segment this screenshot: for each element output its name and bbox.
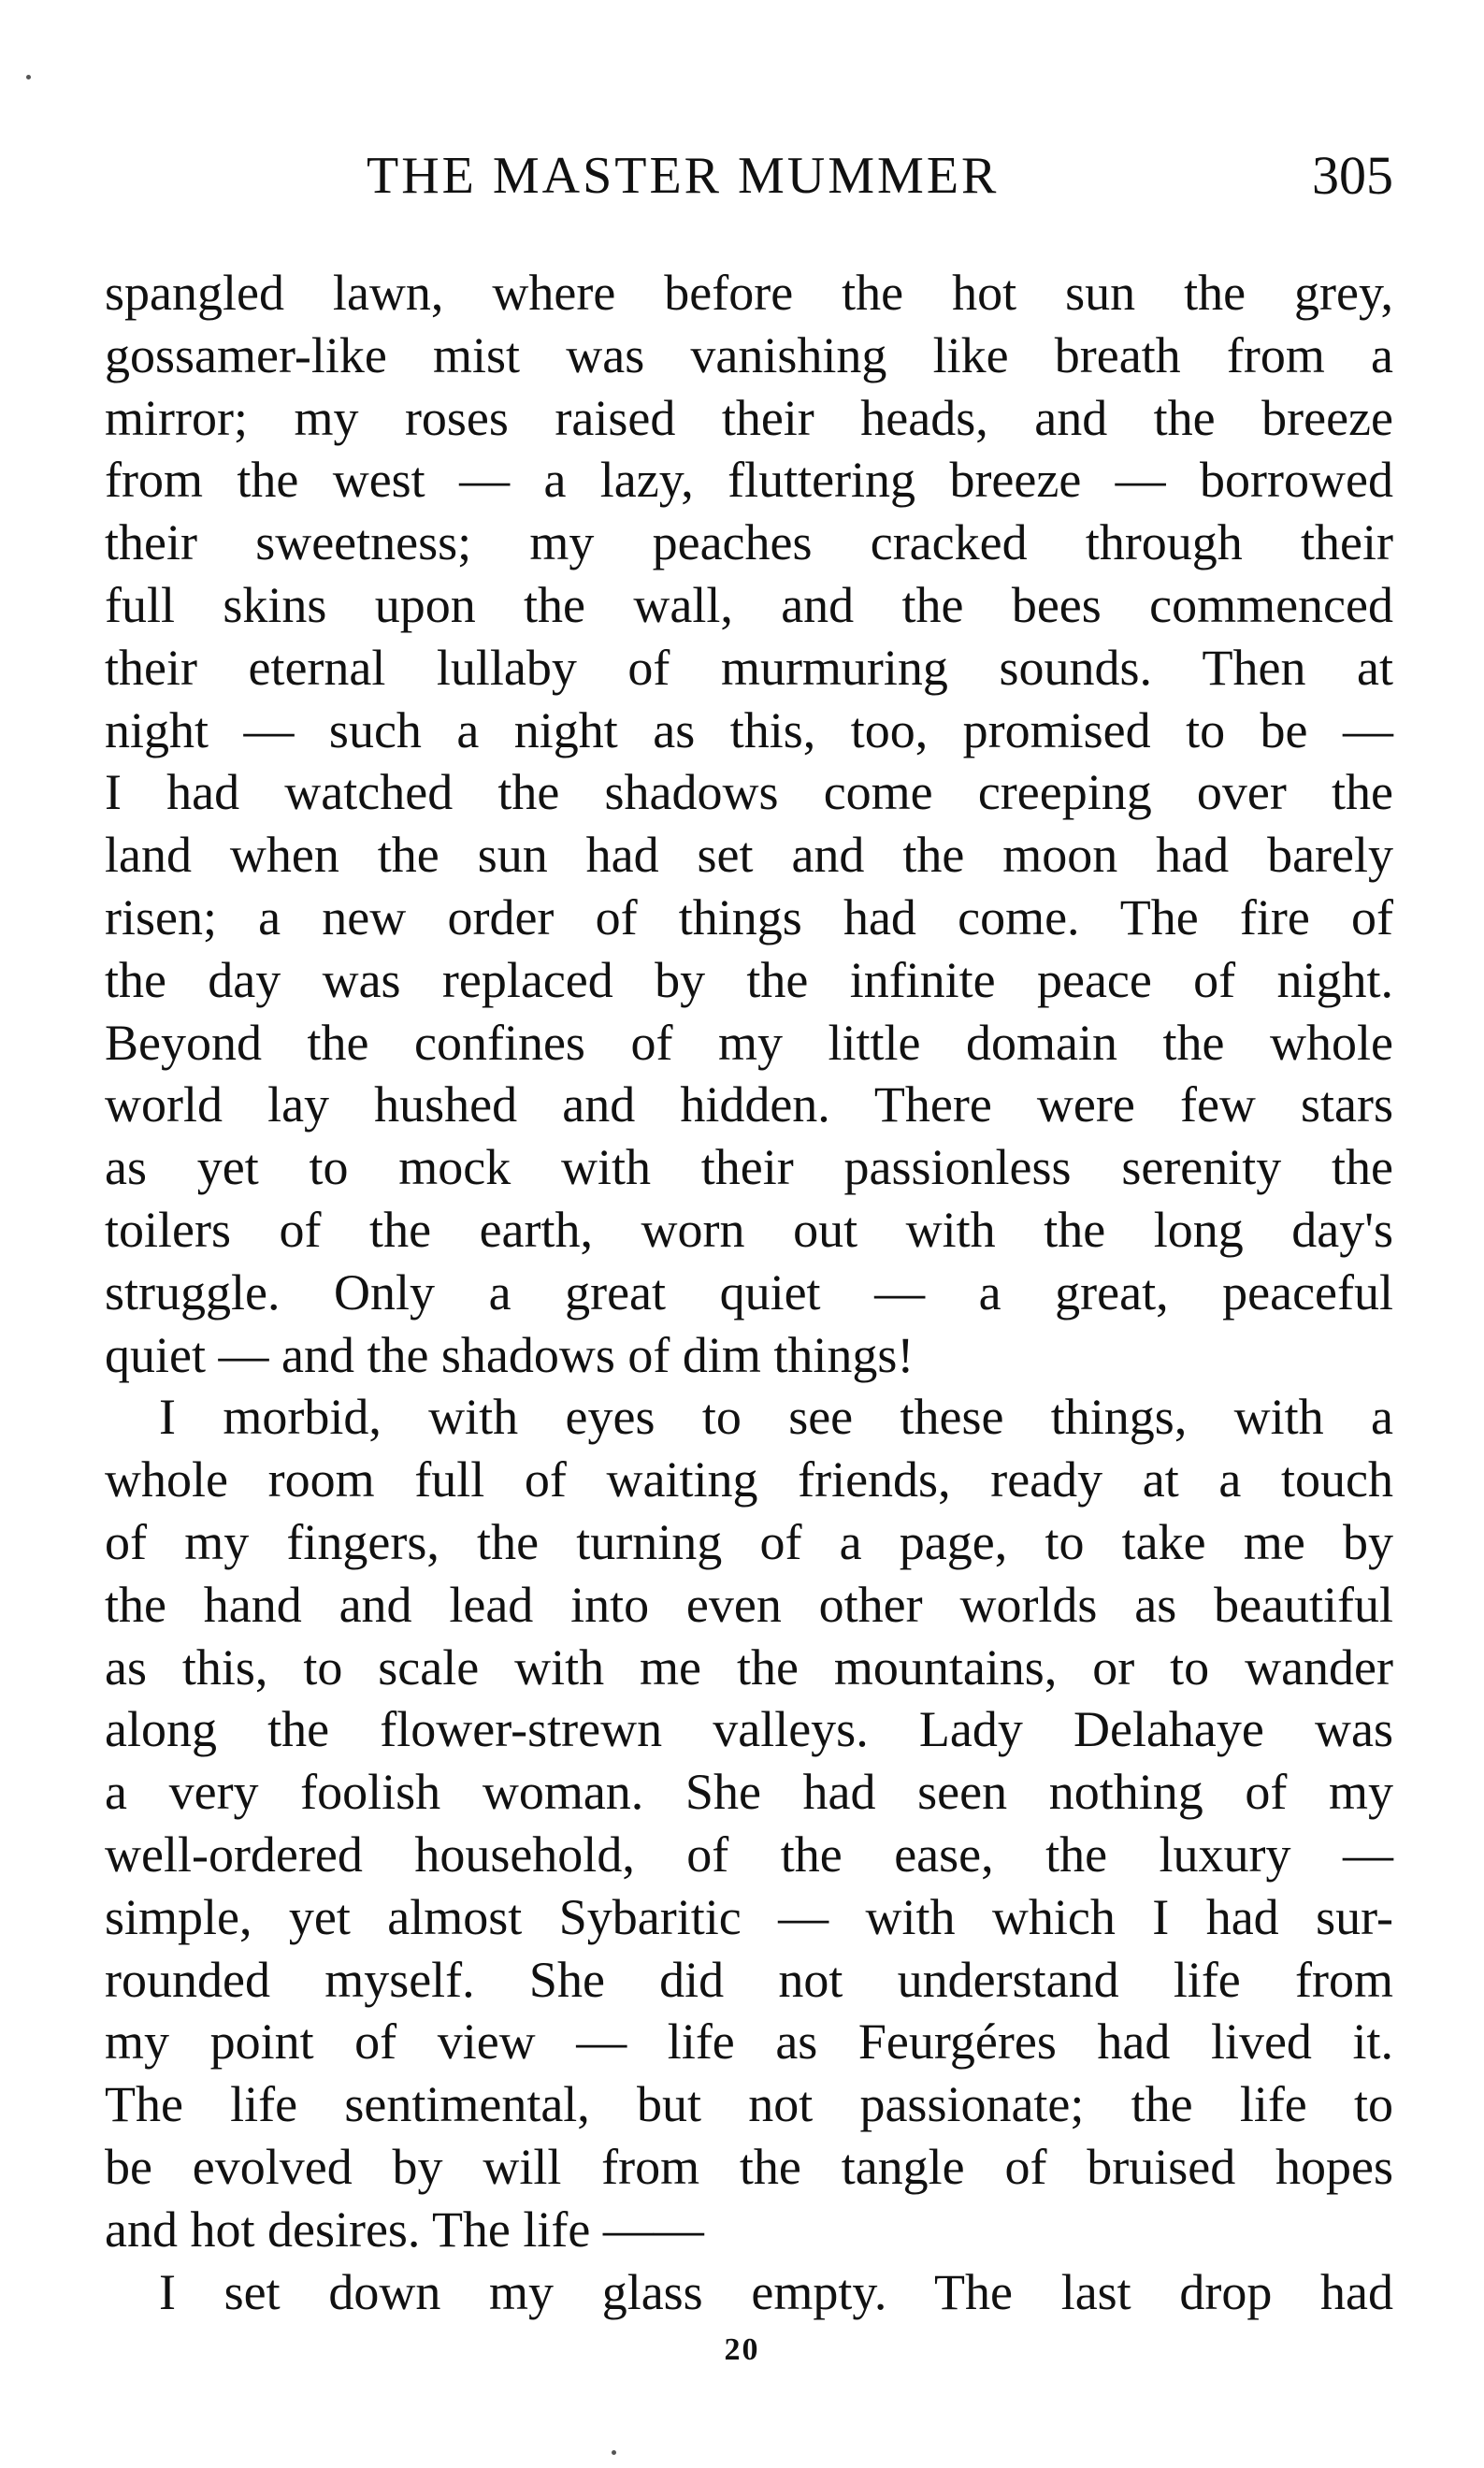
text-line: rounded myself. She did not understand life from xyxy=(105,1951,1393,2008)
text-line: toilers of the earth, worn out with the long day's xyxy=(105,1201,1393,1258)
text-line: struggle. Only a great quiet — a great, peaceful xyxy=(105,1263,1393,1321)
text-line: gossamer-like mist was vanishing like breath from a xyxy=(105,326,1393,383)
text-line: as yet to mock with their passionless serenity the xyxy=(105,1139,1393,1196)
text-line: be evolved by will from the tangle of bruised hopes xyxy=(105,2138,1393,2195)
text-line: their sweetness; my peaches cracked through their xyxy=(105,514,1393,571)
paragraph xyxy=(105,2261,1393,2324)
text-line: world lay hushed and hidden. There were few stars xyxy=(105,1076,1393,1133)
text-line: their eternal lullaby of murmuring sounds. Then at xyxy=(105,639,1393,696)
text-line: simple, yet almost Sybaritic — with which I had sur- xyxy=(105,1888,1393,1945)
text-line: whole room full of waiting friends, ready at a touch xyxy=(105,1451,1393,1508)
text-line: I had watched the shadows come creeping over the xyxy=(105,764,1393,821)
page-header xyxy=(105,138,1393,213)
paragraph xyxy=(105,1386,1393,2260)
text-line: spangled lawn, where before the hot sun the grey, xyxy=(105,265,1393,321)
text-line: of my fingers, the turning of a page, to take me by xyxy=(105,1513,1393,1570)
page-number: 305 xyxy=(1312,145,1393,206)
text-line: I morbid, with eyes to see these things, with a xyxy=(159,1389,1393,1446)
text-line: mirror; my roses raised their heads, and the breeze xyxy=(105,389,1393,446)
text-line: well-ordered household, of the ease, the luxury — xyxy=(105,1826,1393,1883)
text-line: full skins upon the wall, and the bees commenced xyxy=(105,576,1393,633)
scan-speck xyxy=(612,2450,616,2455)
text-line: along the flower-strewn valleys. Lady Delahaye was xyxy=(105,1701,1393,1758)
text-line: the hand and lead into even other worlds as beautiful xyxy=(105,1576,1393,1633)
running-head: THE MASTER MUMMER xyxy=(367,147,1000,205)
text-line: night — such a night as this, too, promised to be — xyxy=(105,701,1393,758)
text-line: and hot desires. The life —— xyxy=(105,2201,704,2258)
text-line: quiet — and the shadows of dim things! xyxy=(105,1326,915,1383)
paragraph xyxy=(105,262,1393,1386)
text-line: I set down my glass empty. The last drop had xyxy=(159,2263,1393,2320)
text-line: land when the sun had set and the moon had barely xyxy=(105,827,1393,884)
text-line: risen; a new order of things had come. The fire of xyxy=(105,888,1393,945)
text-line: Beyond the confines of my little domain the whole xyxy=(105,1014,1393,1071)
text-line: my point of view — life as Feurgéres had lived it. xyxy=(105,2013,1393,2071)
scan-speck xyxy=(26,75,31,79)
signature-mark: 20 xyxy=(724,2332,760,2367)
text-line: as this, to scale with me the mountains, or to wander xyxy=(105,1638,1393,1696)
text-line: the day was replaced by the infinite peace of night. xyxy=(105,951,1393,1008)
body-text xyxy=(105,262,1393,2323)
text-line: a very foolish woman. She had seen nothing of my xyxy=(105,1764,1393,1821)
text-line: The life sentimental, but not passionate; the life to xyxy=(105,2076,1393,2133)
text-line: from the west — a lazy, fluttering breeze — borrowed xyxy=(105,452,1393,509)
